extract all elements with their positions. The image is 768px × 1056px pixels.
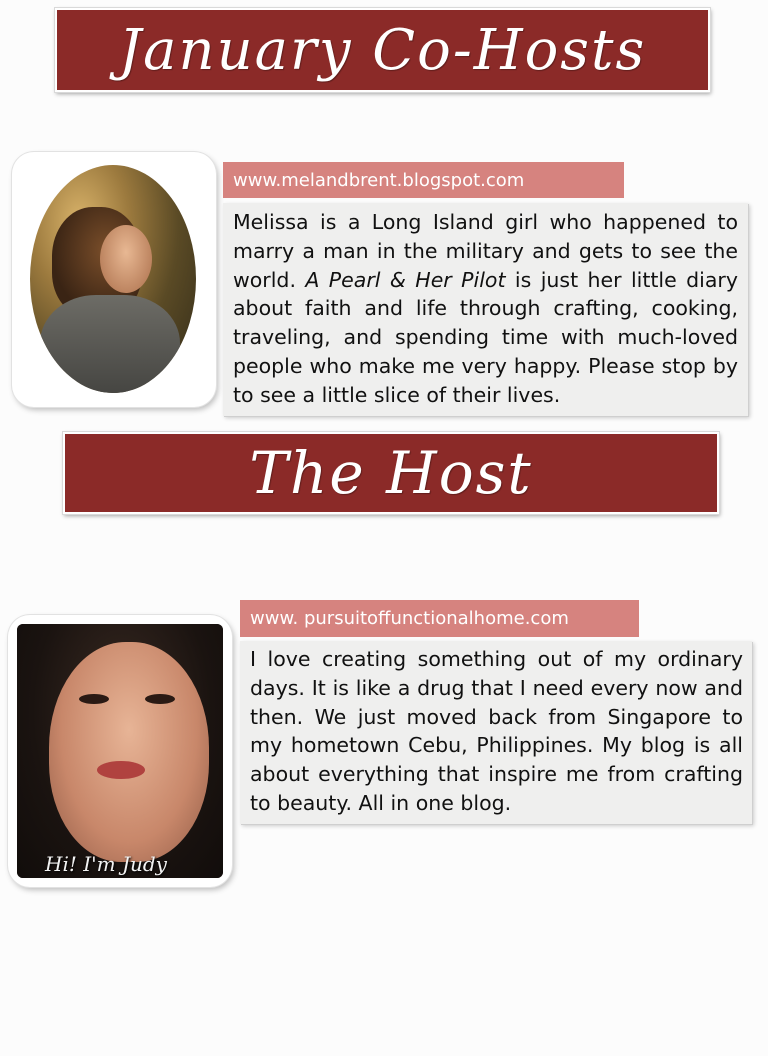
cohosts-banner-title: January Co-Hosts — [118, 17, 647, 83]
cohost-bio — [223, 203, 748, 416]
host-banner-title: The Host — [249, 439, 533, 507]
cohost-blog-link[interactable]: www.melandbrent.blogspot.com — [223, 162, 624, 198]
host-photo-frame — [8, 615, 232, 887]
cohost-bio-part1: Melissa is a Long Island girl who happened to marry a man in the military and gets to see the world. — [233, 210, 738, 292]
cohost-blog-title: A Pearl & Her Pilot — [305, 267, 506, 292]
host-blog-link[interactable]: www. pursuitoffunctionalhome.com — [240, 600, 639, 637]
cohosts-banner — [55, 8, 710, 92]
host-bio: I love creating something out of my ordinary days. It is like a drug that I need every now and then. We just moved back from Singapore to my hometown Cebu, Philippines. My blog is all about everything that inspire me from crafting to beauty. All in one blog. — [240, 641, 752, 824]
cohost-photo-frame — [12, 152, 216, 407]
host-photo — [17, 624, 223, 878]
host-banner — [63, 432, 719, 514]
host-photo-caption: Hi! I'm Judy — [45, 852, 167, 876]
cohost-photo — [30, 165, 196, 393]
cohost-bio-part2: is just her little diary about faith and life through crafting, cooking, traveling, and spending time with much-loved people who make me very happy. Please stop by to see a little slice of their lives. — [233, 267, 738, 407]
